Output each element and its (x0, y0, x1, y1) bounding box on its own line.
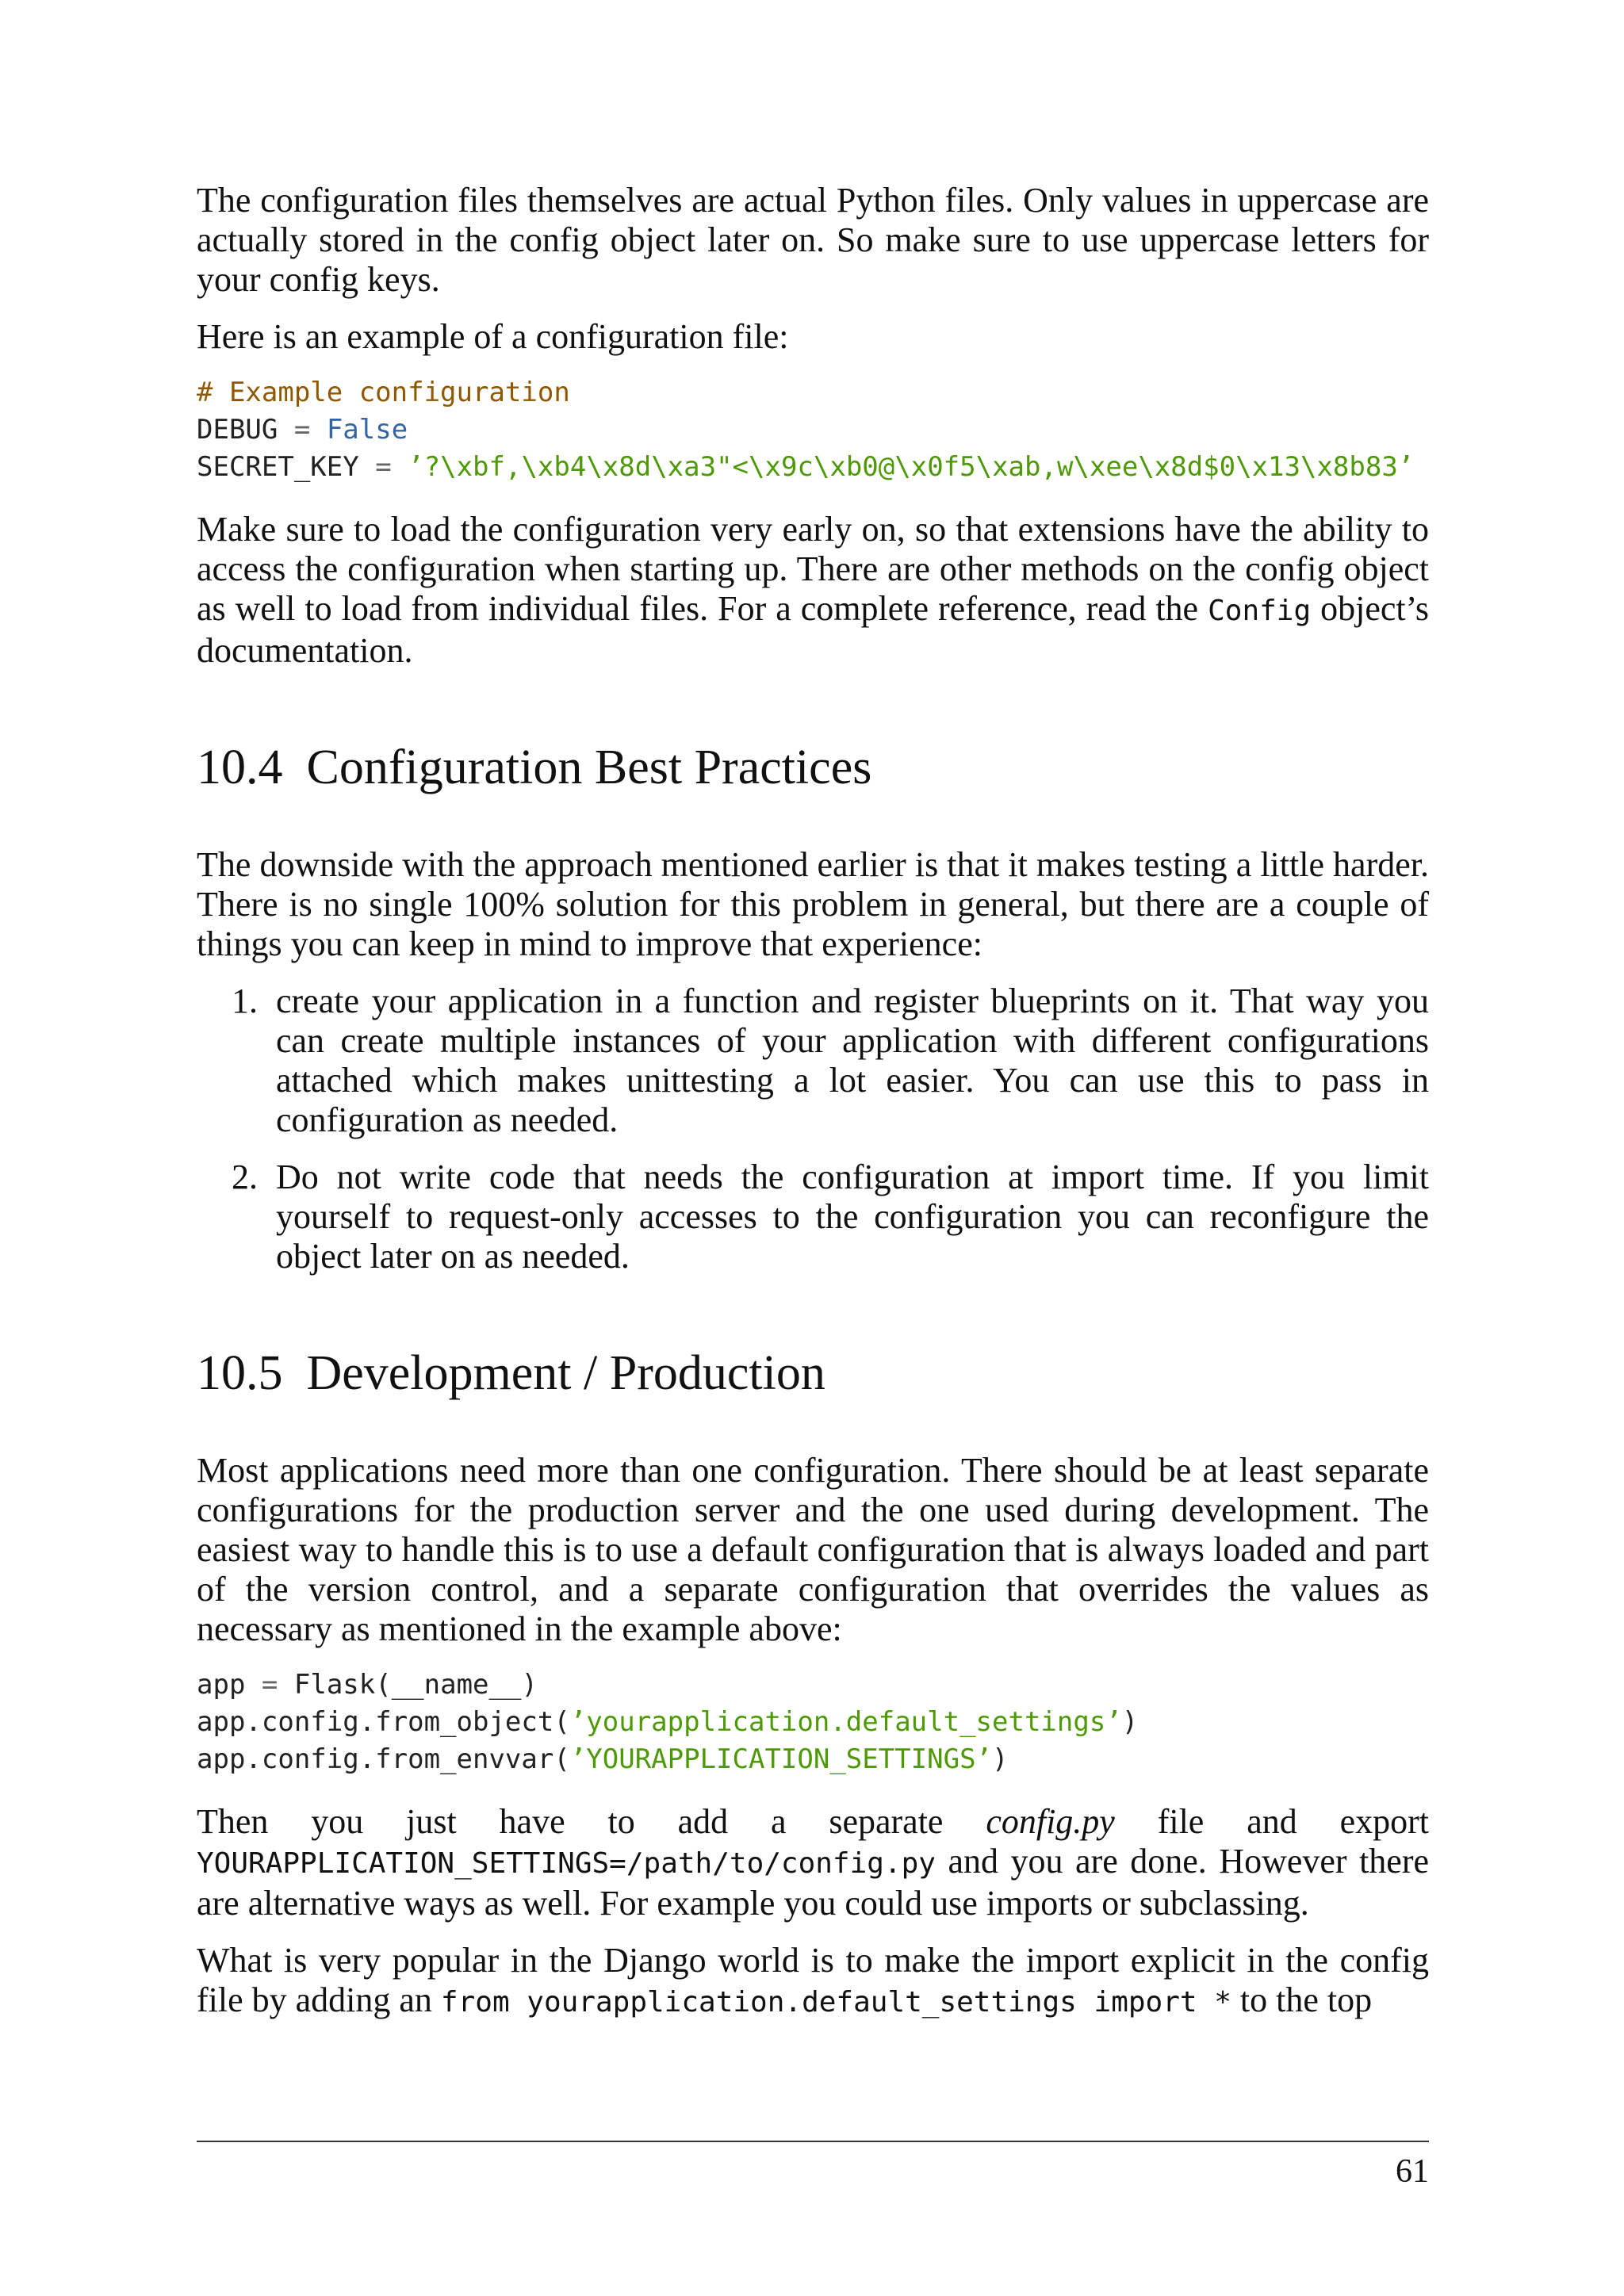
inline-code-env: YOURAPPLICATION_SETTINGS=/path/to/config.py (197, 1847, 936, 1880)
list-item (197, 982, 1429, 1140)
text-run: What is very popular in the Django world is to make the import explicit in the config file by adding an (197, 1941, 1429, 2019)
text-run: file and export (1114, 1802, 1429, 1841)
page-number: 61 (1396, 2153, 1429, 2190)
best-practices-list (197, 982, 1429, 1276)
paragraph-then-export (197, 1802, 1429, 1923)
code-string: ’YOURAPPLICATION_SETTINGS’ (569, 1743, 993, 1775)
paragraph-example-intro: Here is an example of a configuration file: (197, 317, 789, 356)
code-operator: = (375, 451, 392, 483)
code-operator: = (293, 414, 311, 446)
code-debug-name: DEBUG (197, 414, 278, 446)
section-heading-dev-prod (197, 1345, 1429, 1402)
section-title: Development / Production (306, 1346, 825, 1400)
text-run: Then you just have to add a separate (197, 1802, 986, 1841)
section-heading-best-practices (197, 739, 1429, 796)
inline-code-import: from yourapplication.default_settings import * (440, 1986, 1231, 2019)
list-item-number: 1. (232, 982, 258, 1020)
paragraph-multiple-configs: Most applications need more than one configuration. There should be at least separate configurations for the production server and the one used during development. The easiest way to handle this is to use a default configuration that is always loaded and part of the version control, and a separate configuration that overrides the values as necessary as mentioned in the example above: (197, 1451, 1429, 1648)
paragraph-load-early (197, 510, 1429, 671)
paragraph-django (197, 1941, 1429, 2022)
code-comment: # Example configuration (197, 377, 570, 408)
section-number: 10.4 (197, 740, 283, 794)
emphasis-filename: config.py (986, 1802, 1115, 1841)
code-token: app.config.from_envvar( (197, 1743, 570, 1775)
list-item-number: 2. (232, 1158, 258, 1196)
paragraph-config-files: The configuration files themselves are actual Python files. Only values in uppercase are actually stored in the config object later on. So make sure to use uppercase letters for your config keys. (197, 181, 1429, 299)
section-number: 10.5 (197, 1346, 283, 1400)
code-token: ) (1121, 1706, 1139, 1738)
code-token: app (197, 1669, 246, 1701)
code-debug-value: False (326, 414, 408, 446)
code-secret-name: SECRET_KEY (197, 451, 359, 483)
list-item-text: create your application in a function and register blueprints on it. That way you can create multiple instances of your application with different configurations attached which makes unittesting a lot easier. You can use this to pass in configuration as needed. (276, 982, 1429, 1139)
code-token: app.config.from_object( (197, 1706, 570, 1738)
code-secret-value: ’?\xbf,\xb4\x8d\xa3"<\x9c\xb0@\x0f5\xab,w\xee\x8d$0\x13\x8b83’ (408, 451, 1415, 483)
footer-rule (197, 2141, 1429, 2142)
text-run: and you are done. However there are alternative ways as well. For example you could use imports or subclassing. (197, 1842, 1429, 1923)
code-token: ) (992, 1743, 1009, 1775)
text-run: object’s documentation. (197, 589, 1429, 670)
code-operator: = (261, 1669, 278, 1701)
code-token: Flask(__name__) (293, 1669, 538, 1701)
inline-code-config: Config (1208, 595, 1312, 627)
document-page (197, 181, 1429, 2040)
code-string: ’yourapplication.default_settings’ (569, 1706, 1122, 1738)
list-item-text: Do not write code that needs the configuration at import time. If you limit yourself to request-only accesses to the configuration you can reconfigure the object later on as needed. (276, 1158, 1429, 1276)
paragraph-downside: The downside with the approach mentioned earlier is that it makes testing a little harder. There is no single 100% solution for this problem in general, but there are a couple of things you can keep in mind to improve that experience: (197, 845, 1429, 963)
text-run: Make sure to load the configuration very early on, so that extensions have the ability to access the configuration when starting up. There are other methods on the config object as well to load from individual files. For a complete reference, read the (197, 510, 1429, 628)
list-item (197, 1158, 1429, 1276)
section-title: Configuration Best Practices (306, 740, 872, 794)
code-block-config-example (197, 374, 1429, 486)
text-run: to the top (1231, 1980, 1373, 2019)
code-block-flask-app (197, 1667, 1429, 1778)
